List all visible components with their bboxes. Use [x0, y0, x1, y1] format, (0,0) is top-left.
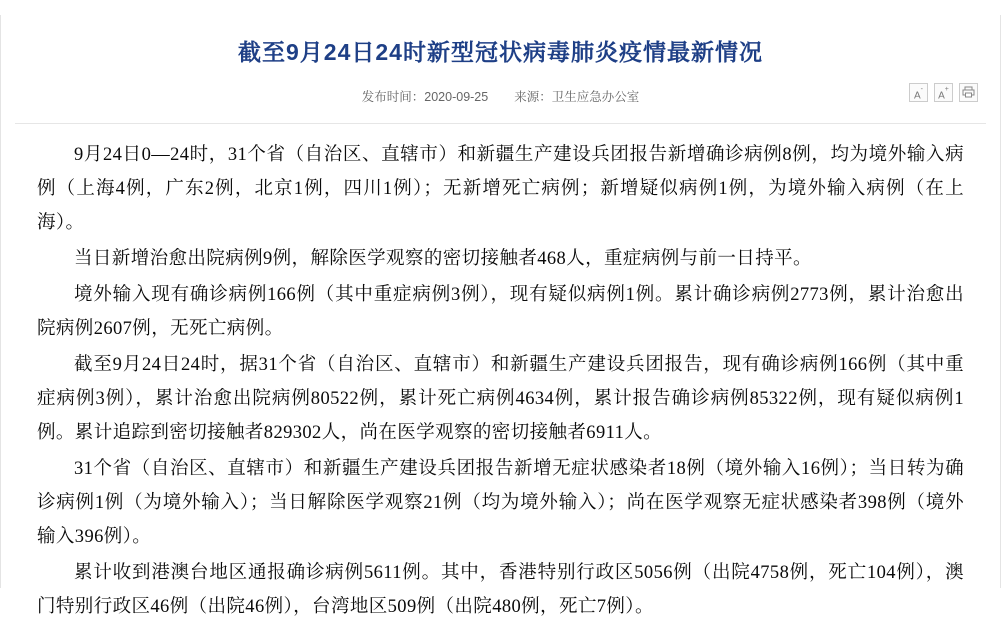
publish-time-label: 发布时间：	[361, 89, 425, 104]
article-tools	[909, 83, 978, 102]
printer-icon	[962, 86, 975, 98]
article-body	[1, 124, 1000, 624]
document-page	[0, 15, 1001, 617]
font-increase-label: A	[938, 90, 945, 102]
paragraph: 当日新增治愈出院病例9例，解除医学观察的密切接触者468人，重症病例与前一日持平。	[74, 248, 812, 269]
font-decrease-button[interactable]	[909, 83, 928, 102]
publish-meta	[1, 85, 1000, 109]
font-decrease-label: A	[913, 90, 921, 102]
publish-date: 2020-09-25	[424, 89, 489, 104]
font-increase-button[interactable]	[934, 83, 953, 102]
font-increase-mark: +	[944, 85, 949, 93]
source-name: 卫生应急办公室	[551, 89, 640, 104]
page-title: 截至9月24日24时新型冠状病毒肺炎疫情最新情况	[238, 39, 763, 66]
paragraph: 截至9月24日24时，据31个省（自治区、直辖市）和新疆生产建设兵团报告，现有确诊病例166例（其中重症病例3例），累计治愈出院病例80522例，累计死亡病例4634例，累计报告确诊病例85322例，现有疑似病例1例。累计追踪到密切接触者829302人，尚在医学观察的密切接触者6911人。	[37, 354, 964, 443]
meta-row	[1, 85, 1000, 115]
font-decrease-mark: -	[920, 85, 923, 93]
paragraph: 累计收到港澳台地区通报确诊病例5611例。其中，香港特别行政区5056例（出院4758例，死亡104例），澳门特别行政区46例（出院46例），台湾地区509例（出院480例，死亡7例）。	[37, 562, 964, 617]
print-button[interactable]	[959, 83, 978, 102]
paragraph: 31个省（自治区、直辖市）和新疆生产建设兵团报告新增无症状感染者18例（境外输入16例）；当日转为确诊病例1例（为境外输入）；当日解除医学观察21例（均为境外输入）；尚在医学观察无症状感染者398例（境外输入396例）。	[37, 458, 964, 547]
paragraph: 境外输入现有确诊病例166例（其中重症病例3例），现有疑似病例1例。累计确诊病例2773例，累计治愈出院病例2607例，无死亡病例。	[37, 284, 964, 339]
paragraph: 9月24日0—24时，31个省（自治区、直辖市）和新疆生产建设兵团报告新增确诊病例8例，均为境外输入病例（上海4例，广东2例，北京1例，四川1例）；无新增死亡病例；新增疑似病例1例，为境外输入病例（在上海）。	[37, 144, 964, 233]
source-label: 来源：	[514, 89, 552, 104]
